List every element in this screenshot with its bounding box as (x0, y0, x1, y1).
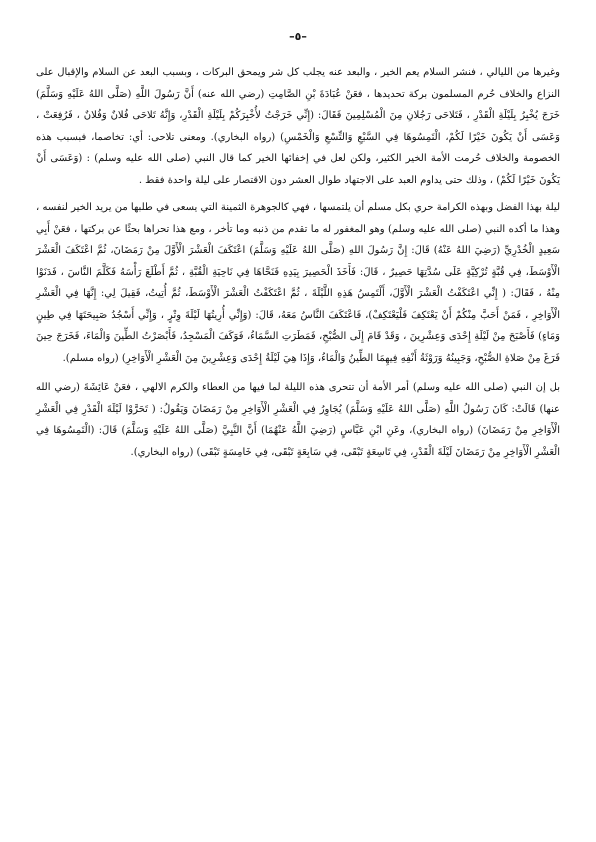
paragraph-3: بل إن النبي (صلى الله عليه وسلم) أمر الأمة أن تتحرى هذه الليلة لما فيها من العطاء والكرم الالهي ، فعَنْ عَائِشَةَ (رضي الله عنها) قَالَتْ: كَانَ رَسُولُ اللَّهِ (صَلَّى اللهُ عَلَيْهِ وَسَلَّمَ) يُجَاوِرُ فِي الْعَشْرِ الْأَوَاخِرِ مِنْ رَمَضَانَ وَيَقُولُ: ( تَحَرَّوْا لَيْلَةَ الْقَدْرِ فِي الْعَشْرِ الْأَوَاخِرِ مِنْ رَمَضَانَ) (رواه البخاري)، وعَنِ ابْنِ عَبَّاسٍ (رَضِيَ اللَّهُ عَنْهُمَا) أَنَّ النَّبِيَّ (صَلَّى اللهُ عَلَيْهِ وَسَلَّمَ) قَالَ: (الْتَمِسُوهَا فِي الْعَشْرِ الْأَوَاخِرِ مِنْ رَمَضَانَ لَيْلَةَ الْقَدْرِ، فِي تَاسِعَةٍ تَبْقَى، فِي سَابِعَةٍ تَبْقَى، فِي خَامِسَةٍ تَبْقَى) (رواه البخاري). (36, 382, 560, 458)
body-text (36, 62, 560, 463)
page-number: –٥– (289, 30, 307, 43)
paragraph-2: ليلة بهذا الفضل وبهذه الكرامة حري بكل مسلم أن يلتمسها ، فهي كالجوهرة الثمينة التي يسعى في طلبها من يريد الخير لنفسه ، وهذا ما أكده النبي (صلى الله عليه وسلم) وهو المغفور له ما تقدم من ذنبه وما تأخر ، ومع هذا تحراها بحثًا عن بركتها ، فعَنْ أَبِي سَعِيدٍ الْخُدْرِيِّ (رَضِيَ اللهُ عَنْهُ) قَالَ: إِنَّ رَسُولَ اللهِ (صَلَّى اللهُ عَلَيْهِ وَسَلَّمَ) اعْتَكَفَ الْعَشْرَ الْأَوَّلَ مِنْ رَمَضَانَ، ثُمَّ اعْتَكَفَ الْعَشْرَ الْأَوْسَطَ، فِي قُبَّةٍ تُرْكِيَّةٍ عَلَى سُدَّتِهَا حَصِيرٌ ، قَالَ: فَأَخَذَ الْحَصِيرَ بِيَدِهِ فَنَحَّاهَا فِي نَاحِيَةِ الْقُبَّةِ ، ثُمَّ أَطْلَعَ رَأْسَهُ فَكَلَّمَ النَّاسَ ، فَدَنَوْا مِنْهُ ، فَقَالَ: ( إِنِّي اعْتَكَفْتُ الْعَشْرَ الْأَوَّلَ، أَلْتَمِسُ هَذِهِ اللَّيْلَةَ ، ثُمَّ اعْتَكَفْتُ الْعَشْرَ الْأَوْسَطَ، ثُمَّ أُتِيتُ، فَقِيلَ لِي: إِنَّهَا فِي الْعَشْرِ الْأَوَاخِرِ ، فَمَنْ أَحَبَّ مِنْكُمْ أَنْ يَعْتَكِفَ فَلْيَعْتَكِفْ)، فَاعْتَكَفَ النَّاسُ مَعَهُ، قَالَ: (وَإِنِّي أُرِيتُهَا لَيْلَةَ وِتْرٍ ، وَإِنِّي أَسْجُدُ صَبِيحَتَهَا فِي طِينٍ وَمَاءٍ) فَأَصْبَحَ مِنْ لَيْلَةِ إِحْدَى وَعِشْرِينَ ، وَقَدْ قَامَ إِلَى الصُّبْحِ، فَمَطَرَتِ السَّمَاءُ، فَوَكَفَ الْمَسْجِدُ، فَأَبْصَرْتُ الطِّينَ وَالْمَاءَ، فَخَرَجَ حِينَ فَرَغَ مِنْ صَلاةِ الصُّبْحِ، وَجَبِينُهُ وَرَوْثَةُ أَنْفِهِ فِيهِمَا الطِّينُ وَالْمَاءُ، وَإِذَا هِيَ لَيْلَةُ إِحْدَى وَعِشْرِينَ مِنَ الْعَشْرِ الْأَوَاخِرِ) (رواه مسلم). (36, 202, 560, 364)
paragraph-1: وغيرها من الليالي ، فنشر السلام يعم الخير ، والبعد عنه يجلب كل شر ويمحق البركات ، وبسبب البعد عن السلام والإقبال على النزاع والخلاف حُرم المسلمون بركة تحديدها ، فعَنْ عُبَادَةَ بْنِ الصَّامِتِ (رضي الله عنه) أَنَّ رَسُولَ اللَّهِ (صَلَّى اللهُ عَلَيْهِ وَسَلَّمَ) خَرَجَ يُخْبِرُ بِلَيْلَةِ الْقَدْرِ ، فَتَلاحَى رَجُلانِ مِنَ الْمُسْلِمِينَ فَقَالَ: (إِنِّي خَرَجْتُ لأُخْبِرَكُمْ بِلَيْلَةِ الْقَدْرِ، وَإِنَّهُ تَلاحَى فُلانٌ وَفُلانٌ ، فَرُفِعَتْ ، وَعَسَى أَنْ يَكُونَ خَيْرًا لَكُمْ، الْتَمِسُوهَا فِي السَّبْعِ وَالتِّسْعِ وَالْخَمْسِ) (رواه البخاري). ومعنى تلاحى: أي: تخاصما، فبسبب هذه الخصومة والخلاف حُرمت الأمة الخير الكثير، ولكن لعل في إخفائها الخير كما قال النبي (صلى الله عليه وسلم) : (وَعَسَى أَنْ يَكُونَ خَيْرًا لَكُمْ) ، وذلك حتى يداوم العبد على الاجتهاد طوال العشر دون الاقتصار على ليلة واحدة فقط . (36, 67, 560, 186)
